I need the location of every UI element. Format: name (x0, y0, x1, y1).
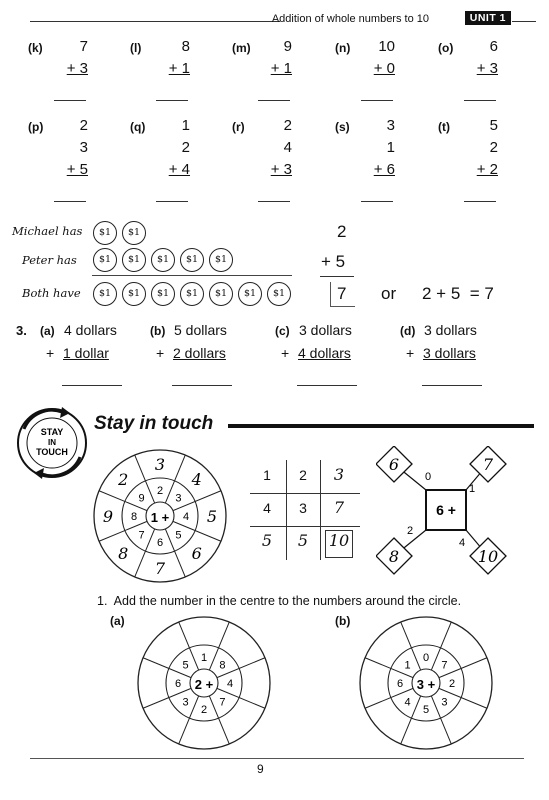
dollar-coin: $1 (180, 282, 204, 306)
problem-label: (q) (130, 120, 146, 134)
problem-first-addend: 3 (386, 117, 395, 134)
dollar-coin: $1 (209, 248, 233, 272)
problem-first-addend: 2 (283, 117, 292, 134)
q3-plus-sign: + (406, 345, 415, 361)
problem-7 (232, 117, 292, 207)
problem-second-addend: + 3 (476, 60, 498, 77)
wheel-a (134, 613, 274, 753)
problem-first-addend: 2 (79, 117, 88, 134)
q3-bottom-value: 1 dollar (63, 345, 109, 361)
answer-blank (258, 201, 290, 202)
problem-second-addend: + 1 (168, 60, 190, 77)
stay-title-rule (228, 424, 534, 428)
wheel-inner-number: 1 (404, 659, 411, 672)
problem-3 (335, 38, 395, 108)
logo-line-3: TOUCH (36, 447, 68, 457)
wheel-b-label: (b) (335, 614, 351, 628)
q3-top-value: 4 dollars (64, 322, 117, 338)
wheel-inner-number: 7 (441, 659, 448, 672)
question-1-text: 1. Add the number in the centre to the numbers around the circle. (97, 594, 462, 608)
problem-second-addend: 1 (386, 139, 395, 156)
answer-blank (156, 201, 188, 202)
wheel-b (356, 613, 496, 753)
dollar-coin: $1 (267, 282, 291, 306)
header-title: Addition of whole numbers to 10 (271, 13, 429, 25)
grid-cell: 5 (297, 531, 309, 550)
example-grid (250, 460, 360, 560)
problem-label: (t) (438, 120, 450, 134)
q3-plus-sign: + (46, 345, 55, 361)
problem-label: (p) (28, 120, 44, 134)
grid-cell: 3 (333, 465, 345, 484)
answer-blank (464, 100, 496, 101)
dollar-coin: $1 (93, 248, 117, 272)
wheel-inner-number: 8 (219, 659, 226, 672)
michael-label: Michael has (12, 224, 83, 238)
example-diamond (376, 446, 516, 586)
grid-cell: 2 (299, 467, 307, 483)
grid-cell: 3 (299, 500, 307, 516)
problem-first-addend: 7 (79, 38, 88, 55)
problem-third-addend: + 5 (66, 161, 88, 178)
problem-0 (28, 38, 88, 108)
problem-9 (438, 117, 498, 207)
problem-6 (130, 117, 190, 207)
grid-cell: 7 (333, 498, 345, 517)
wheel-outer-number: 7 (154, 559, 166, 578)
problem-second-addend: 2 (489, 139, 498, 156)
diamond-addend: 4 (458, 537, 466, 549)
grid-line-v2 (320, 460, 321, 560)
wheel-inner-number: 6 (174, 678, 182, 690)
answer-blank (54, 100, 86, 101)
q3-answer-blank (297, 385, 357, 386)
q3-answer-blank (62, 385, 122, 386)
problem-second-addend: + 0 (373, 60, 395, 77)
wheel-inner-number: 6 (396, 678, 404, 690)
problem-third-addend: + 3 (270, 161, 292, 178)
peter-label: Peter has (22, 253, 77, 267)
wheel-inner-number: 5 (182, 659, 189, 672)
wheel-inner-number: 6 (156, 537, 164, 549)
wheel-inner-number: 2 (448, 678, 456, 690)
problem-third-addend: + 4 (168, 161, 190, 178)
answer-blank (156, 100, 188, 101)
q3-top-value: 5 dollars (174, 322, 227, 338)
problem-first-addend: 8 (181, 38, 190, 55)
wheel-inner-number: 3 (175, 492, 182, 505)
wheel-outer-number: 2 (118, 470, 129, 490)
problem-8 (335, 117, 395, 207)
problem-first-addend: 10 (378, 38, 395, 55)
wheel-outer-number: 3 (154, 455, 166, 474)
problem-second-addend: 2 (181, 139, 190, 156)
diamond-corner-number: 6 (388, 455, 400, 474)
wheel-outer-number: 5 (206, 507, 218, 526)
problem-label: (r) (232, 120, 245, 134)
wheel-outer-number: 9 (102, 507, 114, 526)
example-wheel (92, 448, 228, 584)
wheel-inner-number: 8 (130, 511, 138, 523)
q3-label: (c) (275, 324, 290, 338)
wheel-inner-number: 2 (156, 485, 164, 497)
grid-cell: 1 (263, 467, 271, 483)
q3-answer-blank (422, 385, 482, 386)
problem-third-addend: + 2 (476, 161, 498, 178)
wheel-inner-number: 3 (182, 696, 189, 709)
wheel-inner-number: 4 (404, 696, 411, 709)
q3-label: (a) (40, 324, 55, 338)
q3-label: (d) (400, 324, 416, 338)
q3-number: 3. (16, 323, 27, 338)
grid-cell: 4 (263, 500, 271, 516)
stay-in-touch-title: Stay in touch (94, 413, 214, 434)
diamond-corner-number: 8 (388, 547, 400, 566)
wheel-inner-number: 4 (226, 678, 234, 690)
dollar-coin: $1 (180, 248, 204, 272)
q3-label: (b) (150, 324, 166, 338)
problem-second-addend: + 1 (270, 60, 292, 77)
header-rule-left (30, 21, 280, 22)
q3-bottom-value: 4 dollars (298, 345, 351, 361)
wheel-inner-number: 7 (219, 696, 226, 709)
footer-rule (30, 758, 524, 759)
wheel-inner-number: 0 (422, 652, 430, 664)
dollar-coin: $1 (122, 221, 146, 245)
dollar-coin: $1 (93, 221, 117, 245)
answer-blank (258, 100, 290, 101)
stay-in-touch-logo (12, 403, 92, 483)
unit-badge: UNIT 1 (465, 11, 511, 25)
wheel-center-number: 3 + (416, 677, 436, 692)
dollar-coin: $1 (122, 248, 146, 272)
diamond-addend: 2 (406, 525, 414, 537)
problem-label: (n) (335, 41, 351, 55)
wheel-outer-number: 8 (118, 543, 129, 563)
problem-4 (438, 38, 498, 108)
wheel-inner-number: 5 (422, 704, 430, 716)
problem-third-addend: + 6 (373, 161, 395, 178)
answer-blank (464, 201, 496, 202)
wheel-outer-number: 4 (191, 470, 202, 490)
answer-blank (361, 100, 393, 101)
dollar-coin: $1 (122, 282, 146, 306)
wheel-inner-number: 4 (182, 511, 190, 523)
header-rule-right (512, 21, 536, 22)
wheel-outer-number: 6 (191, 543, 202, 563)
problem-first-addend: 6 (489, 38, 498, 55)
grid-cell: 10 (328, 531, 350, 550)
diamond-center-number: 6 + (436, 502, 456, 518)
problem-first-addend: 1 (181, 117, 190, 134)
dollar-coin: $1 (151, 282, 175, 306)
q3-bottom-value: 3 dollars (423, 345, 476, 361)
diamond-corner-number: 7 (482, 455, 494, 474)
q3-top-value: 3 dollars (424, 322, 477, 338)
problem-label: (m) (232, 41, 251, 55)
problem-label: (o) (438, 41, 454, 55)
q3-bottom-value: 2 dollars (173, 345, 226, 361)
coins-divider (92, 275, 292, 276)
grid-cell: 5 (261, 531, 273, 550)
diamond-addend: 0 (424, 471, 432, 483)
problem-second-addend: + 3 (66, 60, 88, 77)
wheel-inner-number: 2 (200, 704, 208, 716)
diamond-corner-number: 10 (477, 547, 499, 566)
problem-5 (28, 117, 88, 207)
logo-line-1: STAY (40, 427, 64, 437)
dollar-coin: $1 (93, 282, 117, 306)
problem-second-addend: 3 (79, 139, 88, 156)
problem-label: (l) (130, 41, 142, 55)
wheel-inner-number: 9 (138, 492, 145, 505)
grid-answer-box (325, 530, 353, 558)
answer-blank (54, 201, 86, 202)
wheel-center-number: 1 + (150, 510, 170, 525)
sum-total-box (330, 282, 355, 307)
or-word: or (381, 284, 397, 303)
wheel-inner-number: 7 (138, 529, 145, 542)
dollar-coin: $1 (151, 248, 175, 272)
both-label: Both have (22, 286, 81, 300)
sum-top-number: 2 (337, 222, 347, 241)
sum-line (320, 276, 354, 277)
problem-label: (k) (28, 41, 43, 55)
diamond-addend: 1 (468, 483, 476, 495)
problem-first-addend: 5 (489, 117, 498, 134)
q3-plus-sign: + (281, 345, 290, 361)
wheel-inner-number: 3 (441, 696, 448, 709)
q3-plus-sign: + (156, 345, 165, 361)
wheel-center-number: 2 + (194, 677, 214, 692)
sum-mid-number: + 5 (321, 252, 346, 271)
dollar-coin: $1 (209, 282, 233, 306)
problem-first-addend: 9 (283, 38, 292, 55)
q3-top-value: 3 dollars (299, 322, 352, 338)
logo-line-2: IN (48, 438, 56, 447)
problem-second-addend: 4 (283, 139, 292, 156)
problem-2 (232, 38, 292, 108)
problem-label: (s) (335, 120, 350, 134)
q3-answer-blank (172, 385, 232, 386)
dollar-coin: $1 (238, 282, 262, 306)
problem-1 (130, 38, 190, 108)
wheel-inner-number: 5 (175, 529, 182, 542)
wheel-a-label: (a) (110, 614, 125, 628)
answer-blank (361, 201, 393, 202)
page-number: 9 (257, 762, 264, 776)
wheel-inner-number: 1 (200, 652, 208, 664)
sum-total-number: 7 (337, 284, 347, 303)
equation: 2 + 5 = 7 (422, 284, 494, 303)
